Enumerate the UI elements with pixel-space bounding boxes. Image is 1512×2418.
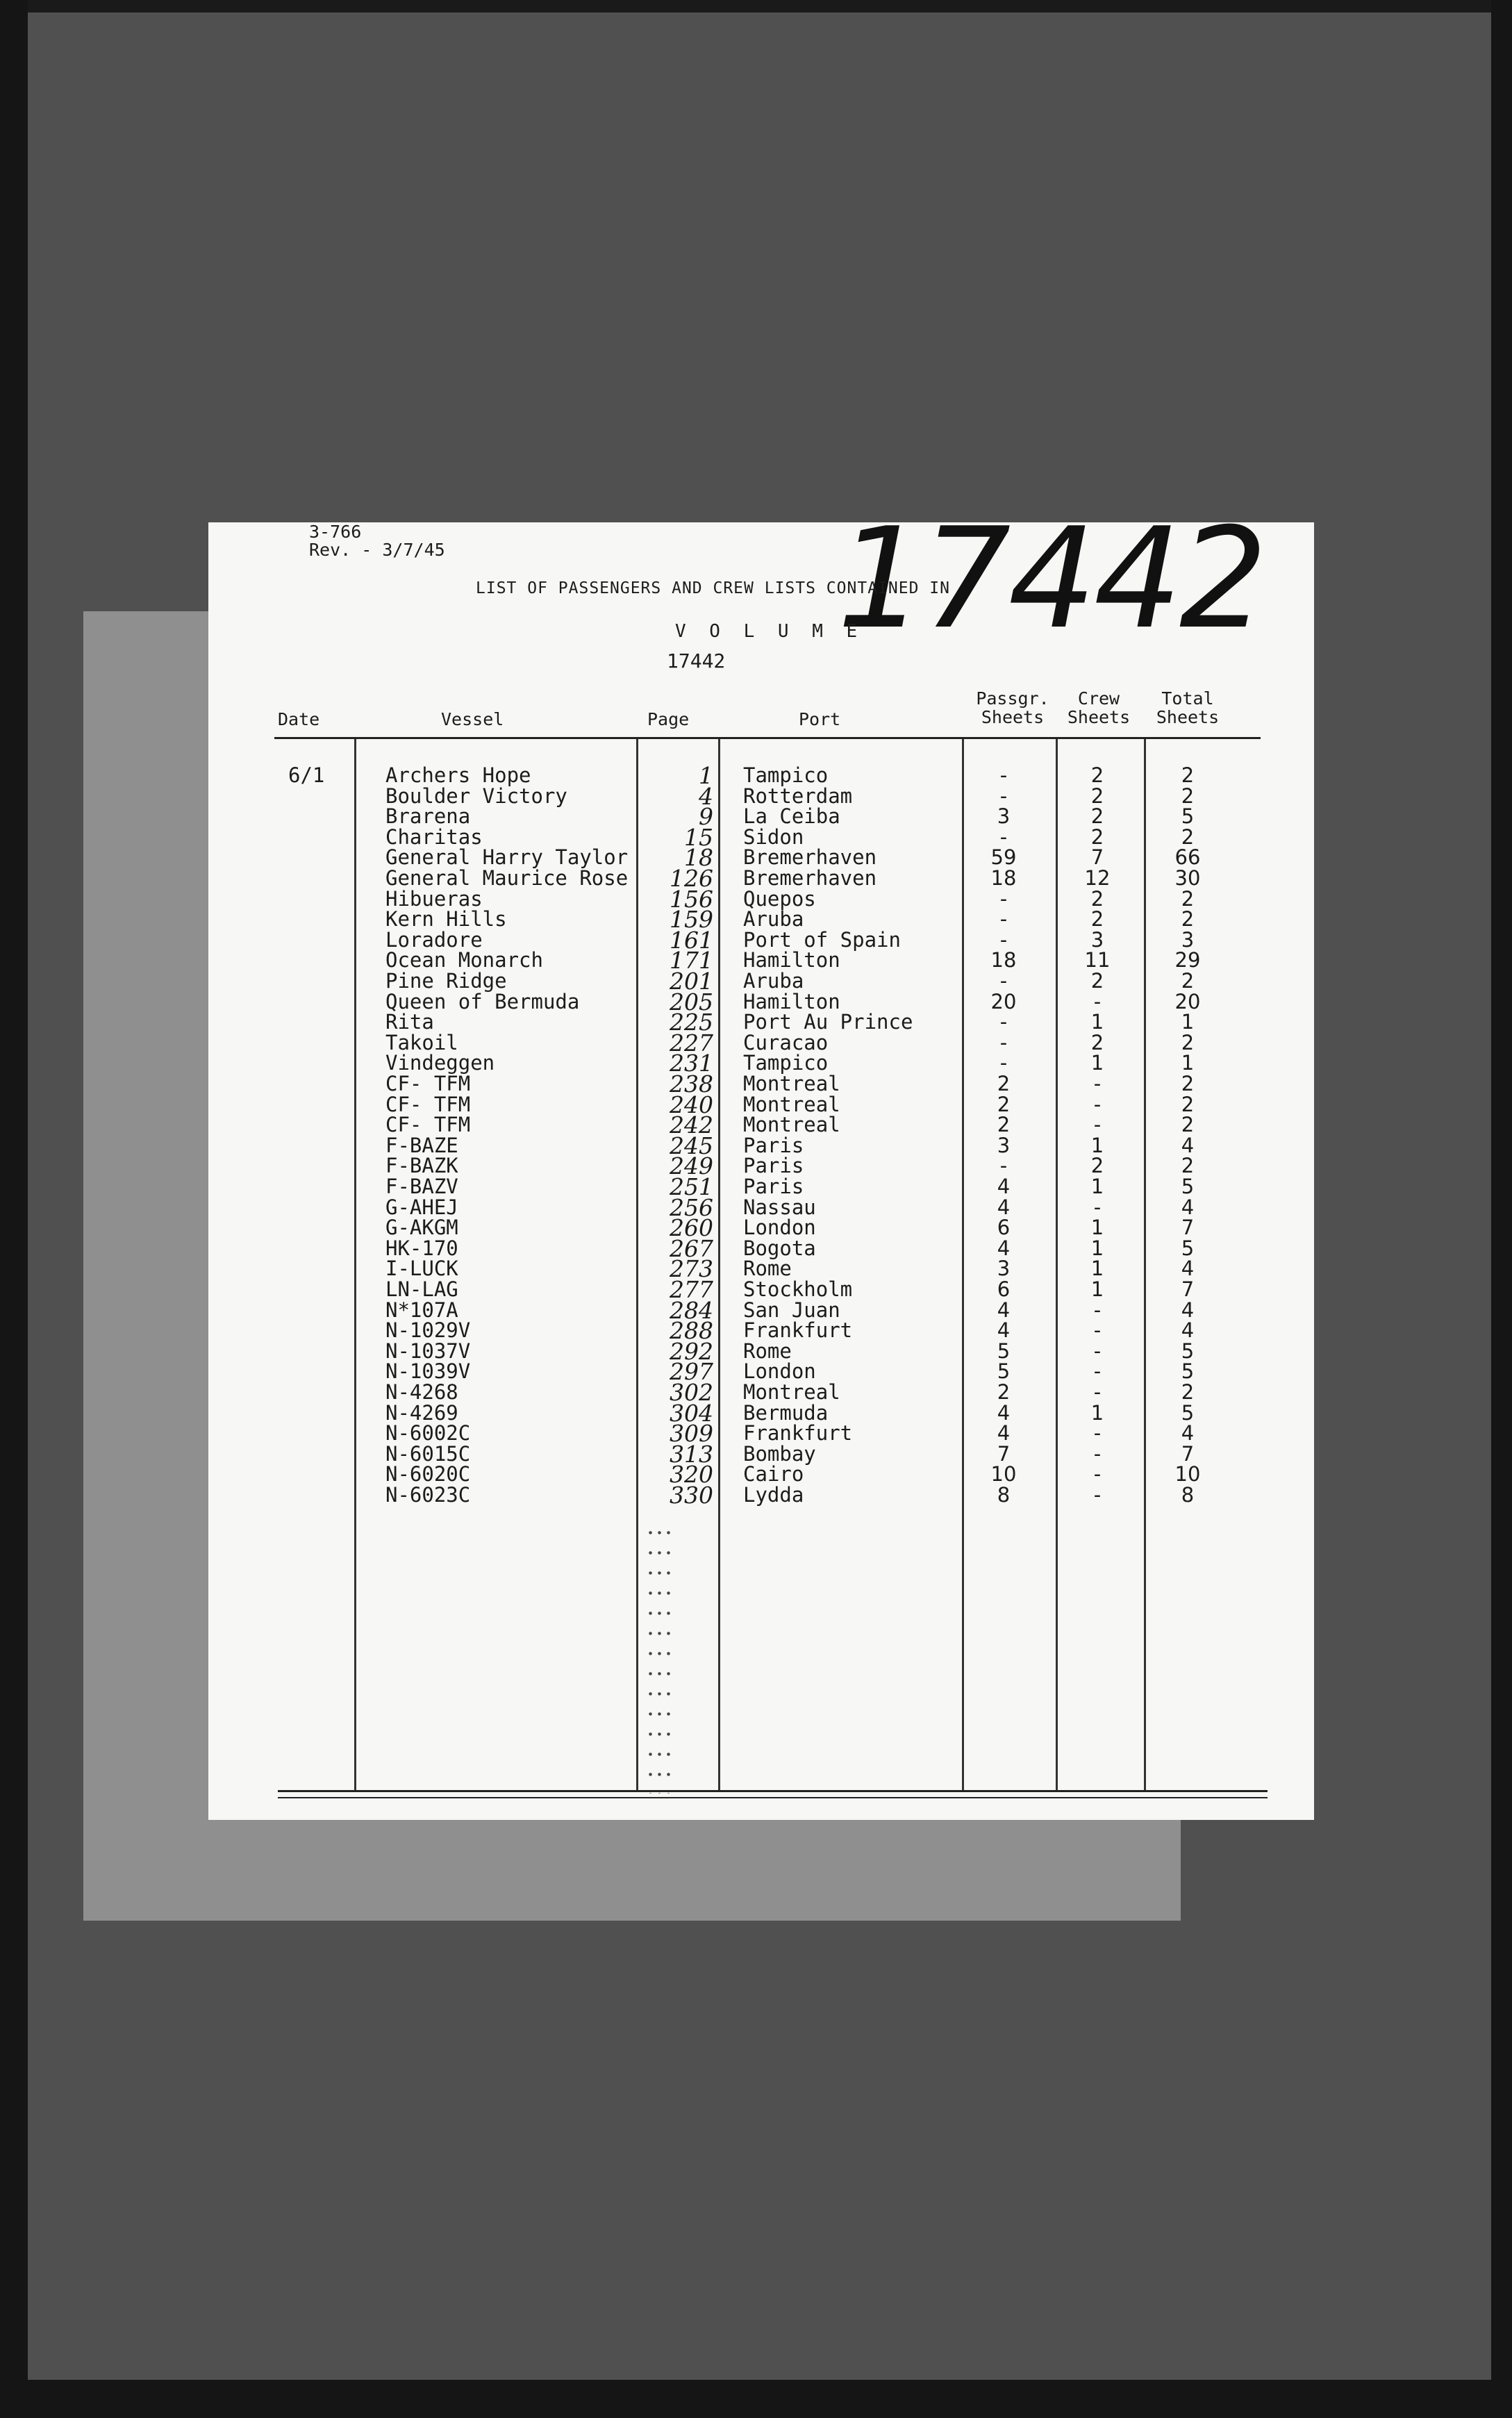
row-vessel: N-6015C bbox=[385, 1441, 471, 1466]
row-page: 297 bbox=[670, 1358, 713, 1386]
row-vessel: N*107A bbox=[385, 1298, 458, 1322]
row-crew-sheets: - bbox=[1093, 1092, 1102, 1116]
row-port: Curacao bbox=[743, 1030, 829, 1054]
row-page: 267 bbox=[670, 1234, 713, 1262]
row-vessel: Rita bbox=[385, 1010, 434, 1034]
row-page: 1 bbox=[699, 762, 713, 789]
row-total-sheets: 3 bbox=[1181, 927, 1195, 952]
row-total-sheets: 2 bbox=[1181, 1092, 1195, 1116]
row-crew-sheets: 2 bbox=[1090, 804, 1104, 829]
table-row bbox=[208, 1440, 1314, 1468]
row-passenger-sheets: - bbox=[999, 969, 1008, 993]
table-row bbox=[208, 1070, 1314, 1098]
handwritten-volume-number: 17442 bbox=[837, 498, 1265, 660]
row-passenger-sheets: 2 bbox=[997, 1380, 1011, 1404]
row-passenger-sheets: 2 bbox=[997, 1113, 1011, 1137]
row-total-sheets: 2 bbox=[1181, 907, 1195, 931]
table-row bbox=[208, 988, 1314, 1016]
row-page: 304 bbox=[670, 1399, 713, 1427]
row-crew-sheets: 2 bbox=[1090, 825, 1104, 849]
row-page: 273 bbox=[670, 1255, 713, 1283]
header-total-sheets bbox=[1139, 689, 1236, 727]
row-passenger-sheets: 18 bbox=[990, 948, 1017, 972]
row-port: Hamilton bbox=[743, 948, 840, 972]
header-date: Date bbox=[278, 709, 320, 729]
row-crew-sheets: 2 bbox=[1090, 784, 1104, 808]
table-row bbox=[208, 1132, 1314, 1159]
row-port: Tampico bbox=[743, 1051, 829, 1075]
row-page: 313 bbox=[670, 1440, 713, 1468]
row-total-sheets: 5 bbox=[1181, 1236, 1195, 1260]
table-row bbox=[208, 1214, 1314, 1242]
table-row bbox=[208, 1420, 1314, 1448]
row-passenger-sheets: 4 bbox=[997, 1236, 1011, 1260]
row-crew-sheets: 1 bbox=[1090, 1010, 1104, 1034]
row-total-sheets: 4 bbox=[1181, 1318, 1195, 1343]
row-port: Rome bbox=[743, 1257, 792, 1281]
row-port: Lydda bbox=[743, 1483, 804, 1507]
row-crew-sheets: - bbox=[1093, 1298, 1102, 1322]
row-vessel: General Maurice Rose bbox=[385, 866, 629, 890]
row-total-sheets: 4 bbox=[1181, 1298, 1195, 1322]
row-page: 256 bbox=[670, 1193, 713, 1221]
row-page: 240 bbox=[670, 1091, 713, 1118]
row-vessel: Vindeggen bbox=[385, 1051, 495, 1075]
row-page: 249 bbox=[670, 1152, 713, 1180]
row-total-sheets: 4 bbox=[1181, 1133, 1195, 1157]
row-total-sheets: 2 bbox=[1181, 1154, 1195, 1178]
row-crew-sheets: 3 bbox=[1090, 927, 1104, 952]
row-crew-sheets: - bbox=[1093, 1380, 1102, 1404]
header-vessel: Vessel bbox=[441, 709, 504, 729]
row-crew-sheets: - bbox=[1093, 1359, 1102, 1384]
row-vessel: F-BAZK bbox=[385, 1154, 458, 1178]
row-crew-sheets: 7 bbox=[1090, 845, 1104, 870]
row-port: Port Au Prince bbox=[743, 1010, 913, 1034]
row-passenger-sheets: 3 bbox=[997, 804, 1011, 829]
row-passenger-sheets: 59 bbox=[990, 845, 1017, 870]
row-crew-sheets: - bbox=[1093, 1113, 1102, 1137]
row-vessel: N-6002C bbox=[385, 1421, 471, 1446]
row-port: Montreal bbox=[743, 1092, 840, 1116]
table-row bbox=[208, 968, 1314, 995]
row-total-sheets: 7 bbox=[1181, 1277, 1195, 1301]
table-row bbox=[208, 1193, 1314, 1221]
footer-rule bbox=[278, 1797, 1268, 1798]
row-vessel: Takoil bbox=[385, 1030, 458, 1054]
row-total-sheets: 2 bbox=[1181, 1113, 1195, 1137]
row-port: Bogota bbox=[743, 1236, 816, 1260]
row-vessel: Charitas bbox=[385, 825, 483, 849]
row-passenger-sheets: 3 bbox=[997, 1133, 1011, 1157]
row-vessel: HK-170 bbox=[385, 1236, 458, 1260]
row-passenger-sheets: - bbox=[999, 1030, 1008, 1054]
row-total-sheets: 1 bbox=[1181, 1010, 1195, 1034]
row-page: 156 bbox=[670, 885, 713, 913]
row-vessel: N-1037V bbox=[385, 1339, 471, 1363]
table-row bbox=[208, 1050, 1314, 1077]
table-row bbox=[208, 1234, 1314, 1262]
row-passenger-sheets: 5 bbox=[997, 1359, 1011, 1384]
header-crew-sheets-line1: Crew bbox=[1077, 688, 1120, 709]
row-crew-sheets: - bbox=[1093, 989, 1102, 1013]
table-row bbox=[208, 1337, 1314, 1365]
row-total-sheets: 4 bbox=[1181, 1257, 1195, 1281]
row-passenger-sheets: - bbox=[999, 1010, 1008, 1034]
row-vessel: G-AHEJ bbox=[385, 1195, 458, 1219]
row-vessel: Loradore bbox=[385, 927, 483, 952]
row-total-sheets: 2 bbox=[1181, 886, 1195, 911]
row-port: Aruba bbox=[743, 907, 804, 931]
table-row bbox=[208, 1461, 1314, 1489]
form-code: 3-766 bbox=[309, 522, 362, 542]
row-crew-sheets: 1 bbox=[1090, 1133, 1104, 1157]
table-row bbox=[208, 844, 1314, 872]
table-row bbox=[208, 947, 1314, 975]
row-page: 171 bbox=[670, 947, 713, 975]
table-row bbox=[208, 1255, 1314, 1283]
row-crew-sheets: - bbox=[1093, 1195, 1102, 1219]
row-total-sheets: 7 bbox=[1181, 1216, 1195, 1240]
row-vessel: N-6020C bbox=[385, 1462, 471, 1487]
row-page: 330 bbox=[670, 1482, 713, 1509]
row-vessel: Hibueras bbox=[385, 886, 483, 911]
row-page: 225 bbox=[670, 1009, 713, 1036]
film-edge-bottom bbox=[0, 2380, 1512, 2418]
row-total-sheets: 7 bbox=[1181, 1441, 1195, 1466]
header-crew-sheets bbox=[1050, 689, 1147, 727]
table-row bbox=[208, 782, 1314, 810]
row-total-sheets: 2 bbox=[1181, 1380, 1195, 1404]
row-port: Bombay bbox=[743, 1441, 816, 1466]
row-port: Frankfurt bbox=[743, 1421, 853, 1446]
row-port: Quepos bbox=[743, 886, 816, 911]
row-passenger-sheets: - bbox=[999, 825, 1008, 849]
row-crew-sheets: - bbox=[1093, 1072, 1102, 1095]
row-port: Bermuda bbox=[743, 1400, 829, 1425]
document-title: LIST OF PASSENGERS AND CREW LISTS CONTAINED IN bbox=[476, 579, 950, 597]
row-passenger-sheets: 7 bbox=[997, 1441, 1011, 1466]
row-passenger-sheets: 4 bbox=[997, 1195, 1011, 1219]
film-edge-right bbox=[1491, 0, 1512, 2418]
volume-label: V O L U M E bbox=[675, 621, 864, 642]
row-crew-sheets: - bbox=[1093, 1421, 1102, 1446]
row-vessel: Queen of Bermuda bbox=[385, 989, 580, 1013]
row-total-sheets: 4 bbox=[1181, 1421, 1195, 1446]
row-page: 284 bbox=[670, 1296, 713, 1324]
row-passenger-sheets: 20 bbox=[990, 989, 1017, 1013]
row-total-sheets: 20 bbox=[1174, 989, 1201, 1013]
header-page: Page bbox=[647, 709, 690, 729]
row-crew-sheets: 1 bbox=[1090, 1236, 1104, 1260]
row-vessel: I-LUCK bbox=[385, 1257, 458, 1281]
row-port: Port of Spain bbox=[743, 927, 901, 952]
row-crew-sheets: 2 bbox=[1090, 969, 1104, 993]
row-page: 277 bbox=[670, 1276, 713, 1303]
row-vessel: CF- TFM bbox=[385, 1113, 471, 1137]
table-row bbox=[208, 1173, 1314, 1200]
row-total-sheets: 5 bbox=[1181, 1175, 1195, 1198]
row-port: Cairo bbox=[743, 1462, 804, 1487]
row-passenger-sheets: - bbox=[999, 886, 1008, 911]
row-page: 320 bbox=[670, 1461, 713, 1489]
row-port: Rotterdam bbox=[743, 784, 853, 808]
table-row bbox=[208, 1276, 1314, 1303]
row-page: 126 bbox=[670, 865, 713, 892]
row-port: Tampico bbox=[743, 763, 829, 787]
row-vessel: Boulder Victory bbox=[385, 784, 567, 808]
row-passenger-sheets: - bbox=[999, 1051, 1008, 1075]
row-passenger-sheets: - bbox=[999, 927, 1008, 952]
row-page: 231 bbox=[670, 1050, 713, 1077]
header-passenger-sheets bbox=[964, 689, 1061, 727]
row-total-sheets: 2 bbox=[1181, 1030, 1195, 1054]
row-page: 238 bbox=[670, 1070, 713, 1098]
row-vessel: F-BAZE bbox=[385, 1133, 458, 1157]
table-row bbox=[208, 1358, 1314, 1386]
row-total-sheets: 5 bbox=[1181, 804, 1195, 829]
row-passenger-sheets: - bbox=[999, 1154, 1008, 1178]
row-page: 159 bbox=[670, 906, 713, 934]
row-crew-sheets: 1 bbox=[1090, 1051, 1104, 1075]
row-port: San Juan bbox=[743, 1298, 840, 1322]
row-page: 260 bbox=[670, 1214, 713, 1242]
row-passenger-sheets: 10 bbox=[990, 1462, 1017, 1487]
row-crew-sheets: 2 bbox=[1090, 763, 1104, 787]
table-row bbox=[208, 803, 1314, 831]
row-crew-sheets: - bbox=[1093, 1462, 1102, 1487]
row-vessel: Kern Hills bbox=[385, 907, 507, 931]
row-port: London bbox=[743, 1359, 816, 1384]
row-crew-sheets: 2 bbox=[1090, 1154, 1104, 1178]
row-passenger-sheets: 6 bbox=[997, 1216, 1011, 1240]
row-port: Bremerhaven bbox=[743, 845, 877, 870]
table-row bbox=[208, 1029, 1314, 1057]
row-passenger-sheets: 4 bbox=[997, 1400, 1011, 1425]
header-passenger-sheets-line2: Sheets bbox=[981, 707, 1045, 727]
row-total-sheets: 2 bbox=[1181, 784, 1195, 808]
table-row bbox=[208, 1009, 1314, 1036]
row-vessel: F-BAZV bbox=[385, 1175, 458, 1198]
row-total-sheets: 2 bbox=[1181, 969, 1195, 993]
row-port: Frankfurt bbox=[743, 1318, 853, 1343]
row-date: 6/1 bbox=[288, 763, 325, 787]
header-passenger-sheets-line1: Passgr. bbox=[976, 688, 1049, 709]
row-crew-sheets: 2 bbox=[1090, 1030, 1104, 1054]
table-row bbox=[208, 1152, 1314, 1180]
row-total-sheets: 2 bbox=[1181, 1072, 1195, 1095]
row-total-sheets: 8 bbox=[1181, 1483, 1195, 1507]
table-row bbox=[208, 1091, 1314, 1118]
row-crew-sheets: - bbox=[1093, 1318, 1102, 1343]
row-page: 205 bbox=[670, 988, 713, 1016]
row-page: 288 bbox=[670, 1317, 713, 1345]
row-page: 245 bbox=[670, 1132, 713, 1159]
row-page: 251 bbox=[670, 1173, 713, 1200]
footer-rule bbox=[278, 1790, 1268, 1792]
row-page: 201 bbox=[670, 968, 713, 995]
row-vessel: N-1039V bbox=[385, 1359, 471, 1384]
row-crew-sheets: - bbox=[1093, 1483, 1102, 1507]
row-vessel: N-6023C bbox=[385, 1483, 471, 1507]
row-total-sheets: 4 bbox=[1181, 1195, 1195, 1219]
row-vessel: N-4269 bbox=[385, 1400, 458, 1425]
row-total-sheets: 29 bbox=[1174, 948, 1201, 972]
header-port: Port bbox=[799, 709, 841, 729]
table-row bbox=[208, 1379, 1314, 1406]
row-vessel: Pine Ridge bbox=[385, 969, 507, 993]
row-passenger-sheets: 2 bbox=[997, 1092, 1011, 1116]
form-revision: Rev. - 3/7/45 bbox=[309, 540, 445, 560]
row-port: Montreal bbox=[743, 1113, 840, 1137]
table-row bbox=[208, 1111, 1314, 1139]
table-row bbox=[208, 906, 1314, 934]
row-page: 242 bbox=[670, 1111, 713, 1139]
row-passenger-sheets: - bbox=[999, 907, 1008, 931]
row-vessel: CF- TFM bbox=[385, 1092, 471, 1116]
film-edge-left bbox=[0, 0, 28, 2418]
row-port: Paris bbox=[743, 1154, 804, 1178]
row-vessel: CF- TFM bbox=[385, 1072, 471, 1095]
row-passenger-sheets: 4 bbox=[997, 1298, 1011, 1322]
header-total-sheets-line2: Sheets bbox=[1156, 707, 1220, 727]
row-port: Montreal bbox=[743, 1072, 840, 1095]
row-vessel: General Harry Taylor bbox=[385, 845, 629, 870]
row-passenger-sheets: 18 bbox=[990, 866, 1017, 890]
row-total-sheets: 1 bbox=[1181, 1051, 1195, 1075]
row-passenger-sheets: 5 bbox=[997, 1339, 1011, 1363]
row-total-sheets: 5 bbox=[1181, 1400, 1195, 1425]
row-total-sheets: 2 bbox=[1181, 763, 1195, 787]
film-edge-top bbox=[0, 0, 1512, 13]
row-passenger-sheets: 4 bbox=[997, 1318, 1011, 1343]
table-row bbox=[208, 1317, 1314, 1345]
row-vessel: LN-LAG bbox=[385, 1277, 458, 1301]
row-port: London bbox=[743, 1216, 816, 1240]
row-crew-sheets: 1 bbox=[1090, 1277, 1104, 1301]
row-crew-sheets: 2 bbox=[1090, 886, 1104, 911]
row-page: 309 bbox=[670, 1420, 713, 1448]
row-passenger-sheets: 4 bbox=[997, 1175, 1011, 1198]
row-crew-sheets: 12 bbox=[1084, 866, 1111, 890]
row-port: La Ceiba bbox=[743, 804, 840, 829]
table-row bbox=[208, 926, 1314, 954]
row-page: 15 bbox=[684, 823, 713, 851]
row-total-sheets: 66 bbox=[1174, 845, 1201, 870]
header-total-sheets-line1: Total bbox=[1161, 688, 1214, 709]
table-row bbox=[208, 885, 1314, 913]
dot-leader-column bbox=[646, 1523, 674, 1794]
row-total-sheets: 30 bbox=[1174, 866, 1201, 890]
row-port: Sidon bbox=[743, 825, 804, 849]
row-crew-sheets: 1 bbox=[1090, 1400, 1104, 1425]
row-passenger-sheets: - bbox=[999, 784, 1008, 808]
table-row bbox=[208, 1482, 1314, 1509]
row-crew-sheets: 1 bbox=[1090, 1216, 1104, 1240]
row-port: Paris bbox=[743, 1133, 804, 1157]
row-port: Hamilton bbox=[743, 989, 840, 1013]
row-page: 4 bbox=[699, 782, 713, 810]
row-total-sheets: 5 bbox=[1181, 1359, 1195, 1384]
row-vessel: Brarena bbox=[385, 804, 471, 829]
row-total-sheets: 10 bbox=[1174, 1462, 1201, 1487]
table-row bbox=[208, 823, 1314, 851]
row-page: 302 bbox=[670, 1379, 713, 1406]
row-crew-sheets: - bbox=[1093, 1441, 1102, 1466]
volume-number: 17442 bbox=[667, 649, 726, 672]
row-port: Bremerhaven bbox=[743, 866, 877, 890]
row-crew-sheets: 1 bbox=[1090, 1257, 1104, 1281]
header-crew-sheets-line2: Sheets bbox=[1067, 707, 1131, 727]
row-crew-sheets: 1 bbox=[1090, 1175, 1104, 1198]
table-row bbox=[208, 865, 1314, 892]
row-passenger-sheets: 2 bbox=[997, 1072, 1011, 1095]
row-vessel: Archers Hope bbox=[385, 763, 531, 787]
row-passenger-sheets: 6 bbox=[997, 1277, 1011, 1301]
row-vessel: N-1029V bbox=[385, 1318, 471, 1343]
row-passenger-sheets: - bbox=[999, 763, 1008, 787]
row-vessel: G-AKGM bbox=[385, 1216, 458, 1240]
table-row bbox=[208, 762, 1314, 789]
row-port: Stockholm bbox=[743, 1277, 853, 1301]
row-crew-sheets: 11 bbox=[1084, 948, 1111, 972]
row-page: 18 bbox=[684, 844, 713, 872]
row-passenger-sheets: 3 bbox=[997, 1257, 1011, 1281]
row-passenger-sheets: 4 bbox=[997, 1421, 1011, 1446]
row-crew-sheets: 2 bbox=[1090, 907, 1104, 931]
row-port: Aruba bbox=[743, 969, 804, 993]
row-vessel: N-4268 bbox=[385, 1380, 458, 1404]
document-page bbox=[208, 498, 1314, 1820]
row-port: Nassau bbox=[743, 1195, 816, 1219]
row-total-sheets: 2 bbox=[1181, 825, 1195, 849]
table-row bbox=[208, 1399, 1314, 1427]
table-row bbox=[208, 1296, 1314, 1324]
row-port: Paris bbox=[743, 1175, 804, 1198]
row-vessel: Ocean Monarch bbox=[385, 948, 543, 972]
row-page: 161 bbox=[670, 926, 713, 954]
row-port: Rome bbox=[743, 1339, 792, 1363]
header-rule bbox=[274, 737, 1261, 739]
row-port: Montreal bbox=[743, 1380, 840, 1404]
row-page: 292 bbox=[670, 1337, 713, 1365]
row-total-sheets: 5 bbox=[1181, 1339, 1195, 1363]
row-page: 227 bbox=[670, 1029, 713, 1057]
row-crew-sheets: - bbox=[1093, 1339, 1102, 1363]
row-page: 9 bbox=[699, 803, 713, 831]
row-passenger-sheets: 8 bbox=[997, 1483, 1011, 1507]
